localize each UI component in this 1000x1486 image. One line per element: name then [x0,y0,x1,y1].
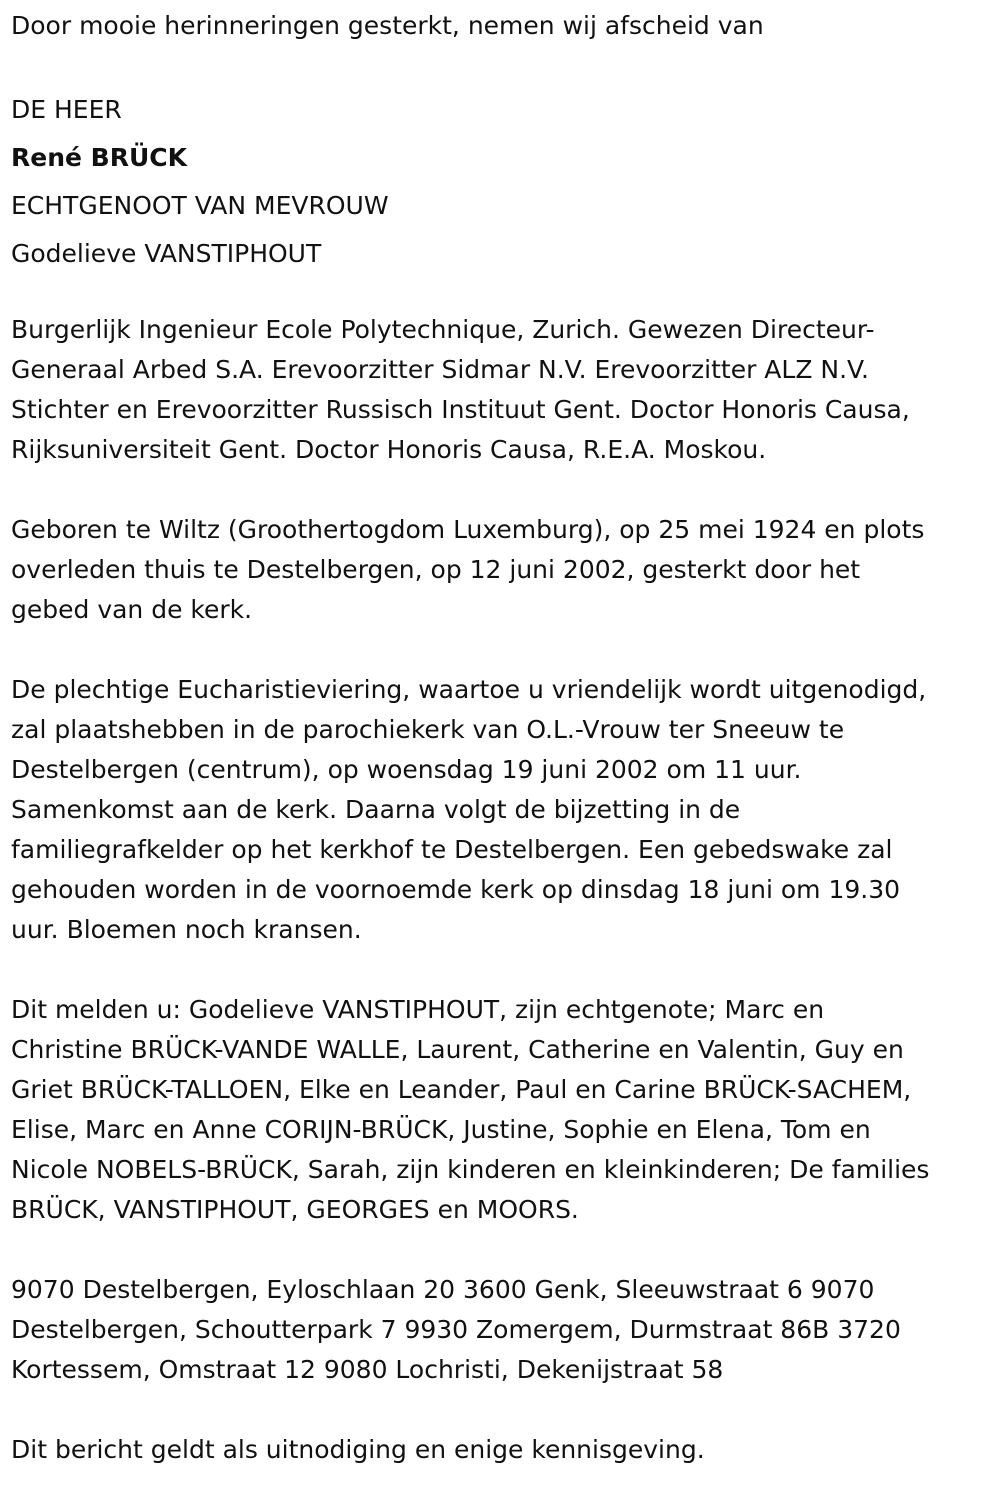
salutation: DE HEER [11,95,122,124]
paragraph-line: BRÜCK, VANSTIPHOUT, GEORGES en MOORS. [11,1195,579,1224]
closing-text: Dit bericht geldt als uitnodiging en enige kennisgeving. [11,1435,705,1464]
spouse-name: Godelieve VANSTIPHOUT [11,239,322,268]
paragraph-line: uur. Bloemen noch kransen. [11,915,362,944]
paragraph-line: gebed van de kerk. [11,595,253,624]
paragraph-line: Christine BRÜCK-VANDE WALLE, Laurent, Catherine en Valentin, Guy en [11,1035,904,1064]
paragraph-line: Geboren te Wiltz (Groothertogdom Luxemburg), op 25 mei 1924 en plots [11,515,925,544]
paragraph-line: De plechtige Eucharistieviering, waartoe u vriendelijk wordt uitgenodigd, [11,675,927,704]
address-paragraph [11,1270,901,1390]
paragraph-line: 9070 Destelbergen, Eyloschlaan 20 3600 Genk, Sleeuwstraat 6 9070 [11,1275,875,1304]
paragraph-line: Burgerlijk Ingenieur Ecole Polytechnique, Zurich. Gewezen Directeur- [11,315,875,344]
paragraph-line: zal plaatshebben in de parochiekerk van O.L.-Vrouw ter Sneeuw te [11,715,845,744]
paragraph-line: Dit melden u: Godelieve VANSTIPHOUT, zijn echtgenote; Marc en [11,995,825,1024]
paragraph-line: Destelbergen (centrum), op woensdag 19 juni 2002 om 11 uur. [11,755,802,784]
paragraph-line: Griet BRÜCK-TALLOEN, Elke en Leander, Paul en Carine BRÜCK-SACHEM, [11,1075,912,1104]
ceremony-paragraph [11,670,926,950]
intro-text: Door mooie herinneringen gesterkt, nemen wij afscheid van [11,11,764,40]
family-paragraph [11,990,929,1230]
paragraph-line: Samenkomst aan de kerk. Daarna volgt de bijzetting in de [11,795,741,824]
spouse-label: ECHTGENOOT VAN MEVROUW [11,191,389,220]
paragraph-line: Rijksuniversiteit Gent. Doctor Honoris Causa, R.E.A. Moskou. [11,435,767,464]
paragraph-line: Destelbergen, Schoutterpark 7 9930 Zomergem, Durmstraat 86B 3720 [11,1315,901,1344]
paragraph-line: Stichter en Erevoorzitter Russisch Instituut Gent. Doctor Honoris Causa, [11,395,910,424]
paragraph-line: overleden thuis te Destelbergen, op 12 juni 2002, gesterkt door het [11,555,861,584]
deceased-title-block [11,86,389,278]
deceased-name: René BRÜCK [11,143,187,172]
paragraph-line: familiegrafkelder op het kerkhof te Destelbergen. Een gebedswake zal [11,835,893,864]
titles-paragraph [11,310,910,470]
paragraph-line: gehouden worden in de voornoemde kerk op dinsdag 18 juni om 19.30 [11,875,901,904]
paragraph-line: Generaal Arbed S.A. Erevoorzitter Sidmar N.V. Erevoorzitter ALZ N.V. [11,355,869,384]
paragraph-line: Elise, Marc en Anne CORIJN-BRÜCK, Justine, Sophie en Elena, Tom en [11,1115,871,1144]
birth-paragraph [11,510,924,630]
paragraph-line: Nicole NOBELS-BRÜCK, Sarah, zijn kinderen en kleinkinderen; De families [11,1155,930,1184]
paragraph-line: Kortessem, Omstraat 12 9080 Lochristi, Dekenijstraat 58 [11,1355,724,1384]
